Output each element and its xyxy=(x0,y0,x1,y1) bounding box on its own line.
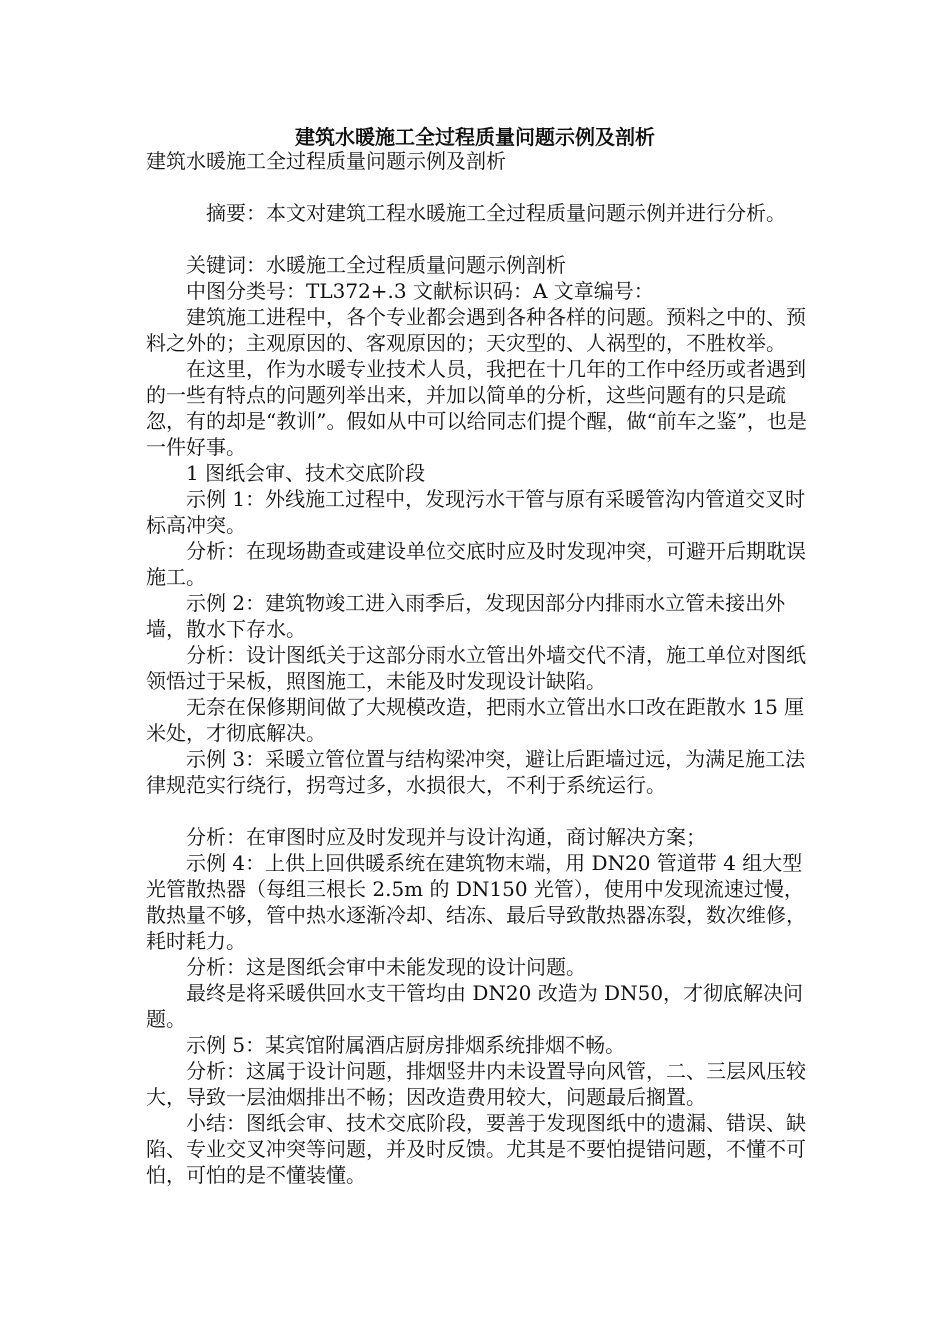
classification: 中图分类号：TL372+.3 文献标识码：A 文章编号： xyxy=(186,279,654,303)
spacer xyxy=(146,226,811,252)
document-body xyxy=(146,148,811,1188)
abstract: 摘要：本文对建筑工程水暖施工全过程质量问题示例并进行分析。 xyxy=(186,201,786,225)
paragraph: 建筑施工进程中，各个专业都会遇到各种各样的问题。预料之中的、预料之外的；主观原因的、客观原因的；天灾型的、人祸型的，不胜枚举。 xyxy=(146,305,806,355)
paragraph: 示例 3：采暖立管位置与结构梁冲突，避让后距墙过远，为满足施工法律规范实行绕行，拐弯过多，水损很大，不利于系统运行。 xyxy=(146,747,806,797)
paragraph: 分析：在审图时应及时发现并与设计沟通，商讨解决方案； xyxy=(186,825,706,849)
paragraph: 分析：这是图纸会审中未能发现的设计问题。 xyxy=(186,955,586,979)
paragraph: 无奈在保修期间做了大规模改造，把雨水立管出水口改在距散水 15 厘米处，才彻底解决。 xyxy=(146,695,805,745)
keywords: 关键词：水暖施工全过程质量问题示例剖析 xyxy=(186,253,566,277)
document-title: 建筑水暖施工全过程质量问题示例及剖析 xyxy=(295,125,655,149)
paragraph: 分析：这属于设计问题，排烟竖井内未设置导向风管，二、三层风压较大，导致一层油烟排出不畅；因改造费用较大，问题最后搁置。 xyxy=(146,1059,806,1109)
document-subtitle: 建筑水暖施工全过程质量问题示例及剖析 xyxy=(146,149,506,173)
paragraph: 分析：在现场勘查或建设单位交底时应及时发现冲突，可避开后期耽误施工。 xyxy=(146,539,806,589)
summary-paragraph: 小结：图纸会审、技术交底阶段，要善于发现图纸中的遗漏、错误、缺陷、专业交叉冲突等问题，并及时反馈。尤其是不要怕提错问题，不懂不可怕，可怕的是不懂装懂。 xyxy=(146,1111,806,1187)
section-heading: 1 图纸会审、技术交底阶段 xyxy=(186,461,426,485)
paragraph: 在这里，作为水暖专业技术人员，我把在十几年的工作中经历或者遇到的一些有特点的问题列举出来，并加以简单的分析，这些问题有的只是疏忽，有的却是“教训”。假如从中可以给同志们提个醒，做“前车之鉴”，也是一件好事。 xyxy=(146,357,807,459)
paragraph: 示例 1：外线施工过程中，发现污水干管与原有采暖管沟内管道交叉时标高冲突。 xyxy=(146,487,806,537)
paragraph: 示例 2：建筑物竣工进入雨季后，发现因部分内排雨水立管未接出外墙，散水下存水。 xyxy=(146,591,786,641)
paragraph: 最终是将采暖供回水支干管均由 DN20 改造为 DN50，才彻底解决问题。 xyxy=(146,981,804,1031)
paragraph: 分析：设计图纸关于这部分雨水立管出外墙交代不清，施工单位对图纸领悟过于呆板，照图施工，未能及时发现设计缺陷。 xyxy=(146,643,806,693)
spacer xyxy=(146,798,811,824)
spacer xyxy=(146,174,811,200)
paragraph: 示例 4：上供上回供暖系统在建筑物末端，用 DN20 管道带 4 组大型光管散热器（每组三根长 2.5m 的 DN150 光管），使用中发现流速过慢，散热量不够，管中热水逐渐冷却、结冻、最后导致散热器冻裂，数次维修，耗时耗力。 xyxy=(146,851,806,953)
paragraph: 示例 5：某宾馆附属酒店厨房排烟系统排烟不畅。 xyxy=(186,1033,626,1057)
